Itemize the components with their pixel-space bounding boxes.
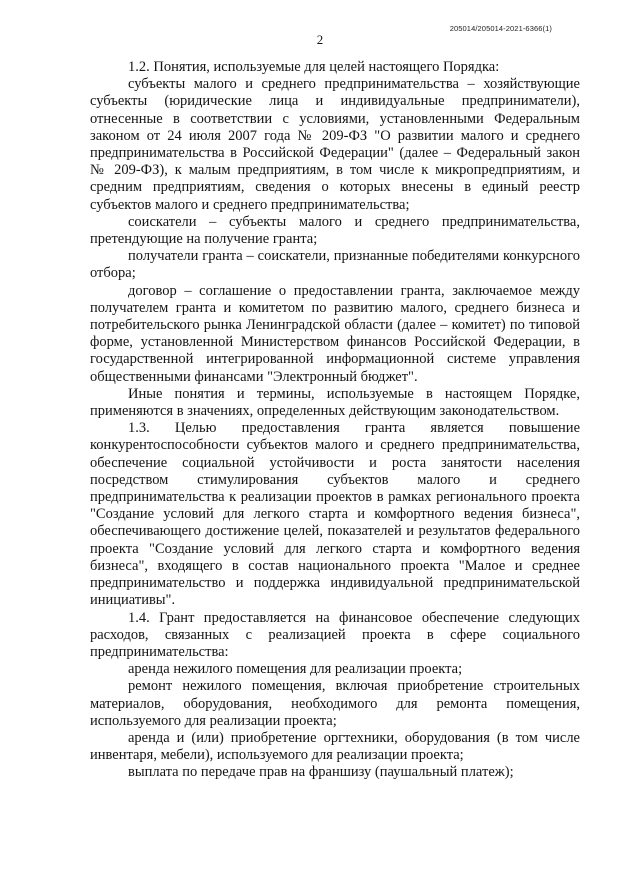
document-id: 205014/205014-2021-6366(1)	[449, 24, 552, 33]
paragraph-other-terms: Иные понятия и термины, используемые в настоящем Порядке, применяются в значениях, определенных действующим законодательством.	[90, 385, 580, 420]
paragraph-contract-definition: договор – соглашение о предоставлении гранта, заключаемое между получателем гранта и комитетом по развитию малого, среднего бизнеса и потребительского рынка Ленинградской области (далее – комитет) по типовой форме, установленной Министерством финансов Российской Федерации, в государственной интегрированной информационной системе управления общественными финансами "Электронный бюджет".	[90, 282, 580, 385]
paragraph-expense-equipment: аренда и (или) приобретение оргтехники, оборудования (в том числе инвентаря, мебели), используемого для реализации проекта;	[90, 729, 580, 764]
paragraph-recipients-definition: получатели гранта – соискатели, признанные победителями конкурсного отбора;	[90, 248, 580, 282]
paragraph-expense-franchise: выплата по передаче прав на франшизу (паушальный платеж);	[128, 764, 514, 781]
paragraph-sme-definition: субъекты малого и среднего предпринимательства – хозяйствующие субъекты (юридические лица и индивидуальные предприниматели), отнесенные в соответствии с условиями, установленными Федеральным законом от 24 июля 2007 года № 209-ФЗ "О развитии малого и среднего предпринимательства в Российской Федерации" (далее – Федеральный закон № 209-ФЗ), к малым предприятиям, в том числе к микропредприятиям, и средним предприятиям, сведения о которых внесены в единый реестр субъектов малого и среднего предпринимательства;	[90, 76, 580, 213]
paragraph-expense-rent: аренда нежилого помещения для реализации проекта;	[128, 661, 463, 678]
paragraph-grant-expenses: 1.4. Грант предоставляется на финансовое обеспечение следующих расходов, связанных с реализацией проекта в сфере социального предпринимательства:	[90, 609, 580, 660]
paragraph-expense-repair: ремонт нежилого помещения, включая приобретение строительных материалов, оборудования, необходимого для ремонта помещения, используемого для реализации проекта;	[90, 678, 580, 729]
paragraph-grant-purpose: 1.3. Целью предоставления гранта является повышение конкурентоспособности субъектов малого и среднего предпринимательства, обеспечение социальной устойчивости и роста занятости населения посредством стимулирования субъектов малого и среднего предпринимательства к реализации проектов в рамках регионального проекта "Создание условий для легкого старта и комфортного ведения бизнеса", обеспечивающего достижение целей, показателей и результатов федерального проекта "Создание условий для легкого старта и комфортного ведения бизнеса", входящего в состав национального проекта "Малое и среднее предпринимательство и поддержка индивидуальной предпринимательской инициативы".	[90, 420, 580, 609]
paragraph-concepts-heading: 1.2. Понятия, используемые для целей настоящего Порядка:	[128, 59, 500, 75]
document-body	[90, 59, 580, 782]
paragraph-applicants-definition: соискатели – субъекты малого и среднего предпринимательства, претендующие на получение гранта;	[90, 213, 580, 248]
page-number: 2	[316, 32, 324, 47]
